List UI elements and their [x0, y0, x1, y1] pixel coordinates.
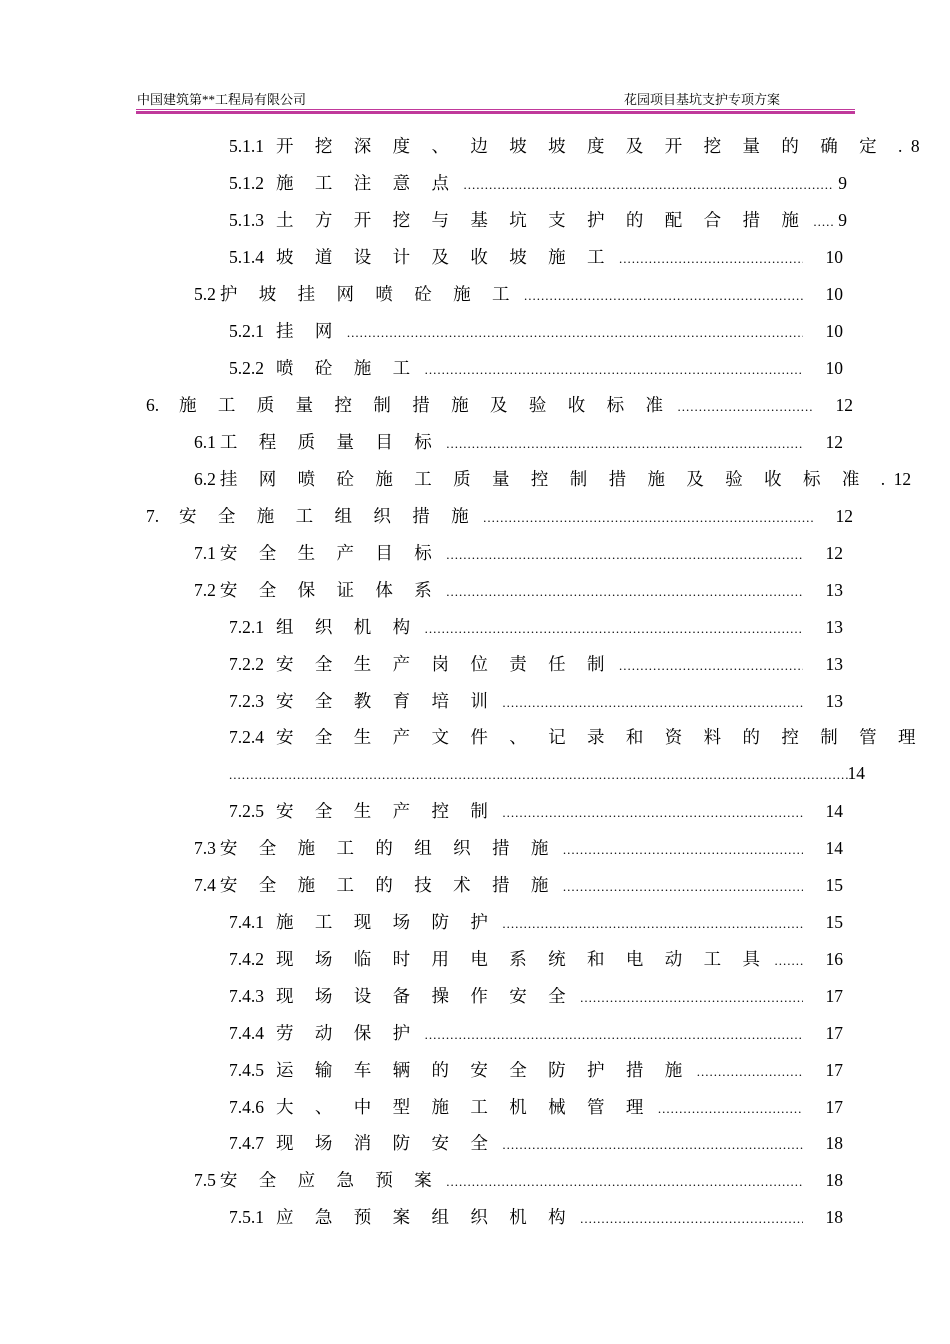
header-rule-thick	[136, 111, 855, 114]
toc-entry-page: 8	[910, 136, 920, 156]
toc-entry[interactable]	[194, 431, 843, 453]
toc-entry-title: 现 场 消 防 安 全	[276, 1133, 497, 1153]
toc-entry-number: 7.2	[194, 580, 216, 600]
toc-entry-title: 土 方 开 挖 与 基 坑 支 护 的 配 合 措 施	[276, 210, 808, 230]
toc-entry[interactable]	[229, 948, 843, 970]
toc-entry[interactable]	[229, 320, 843, 342]
toc-dot-leader	[483, 507, 813, 529]
toc-entry-page: 10	[825, 321, 843, 341]
toc-entry-page: 9	[838, 173, 847, 193]
toc-entry-number: 5.2	[194, 284, 216, 304]
toc-entry-page: 18	[825, 1170, 843, 1190]
toc-entry-page: 13	[825, 654, 843, 674]
toc-dot-leader	[446, 433, 803, 455]
toc-entry-title: 护 坡 挂 网 喷 砼 施 工	[219, 284, 518, 304]
toc-entry-title: 安 全 教 育 培 训	[276, 691, 497, 711]
toc-dot-leader	[563, 839, 803, 861]
toc-entry-title: 施 工 注 意 点	[276, 173, 458, 193]
toc-entry-number: 7.4.6	[229, 1097, 264, 1117]
toc-entry-number: 6.	[146, 395, 160, 415]
toc-dot-leader	[502, 802, 803, 824]
toc-entry-page: 14	[847, 763, 865, 783]
toc-entry[interactable]	[229, 209, 847, 231]
toc-entry-number: 7.2.2	[229, 654, 264, 674]
toc-entry-title: 施 工 现 场 防 护	[276, 912, 497, 932]
toc-entry[interactable]	[146, 505, 853, 527]
toc-entry-number: 7.3	[194, 838, 216, 858]
header-company: 中国建筑第**工程局有限公司	[137, 92, 307, 107]
toc-entry-title: 施 工 质 量 控 制 措 施 及 验 收 标 准	[179, 395, 672, 415]
toc-entry-page: 14	[825, 801, 843, 821]
toc-entry-page: 17	[825, 1097, 843, 1117]
toc-dot-leader	[813, 211, 834, 233]
toc-entry[interactable]	[229, 172, 847, 194]
header-doc-title: 花园项目基坑支护专项方案	[624, 92, 781, 107]
toc-dot-leader	[580, 1208, 803, 1230]
toc-entry-title: 挂 网 喷 砼 施 工 质 量 控 制 措 施 及 验 收 标 准 .	[219, 469, 894, 489]
toc-dot-leader	[619, 248, 803, 270]
toc-entry[interactable]	[194, 837, 843, 859]
toc-entry-number: 7.2.4	[229, 727, 264, 747]
toc-dot-leader	[775, 950, 804, 972]
toc-entry-title: 劳 动 保 护	[276, 1023, 419, 1043]
toc-dot-leader	[446, 581, 803, 603]
toc-entry-title: 安 全 施 工 的 组 织 措 施	[219, 838, 557, 858]
toc-entry-title: 开 挖 深 度 、 边 坡 坡 度 及 开 挖 量 的 确 定 .	[276, 136, 911, 156]
toc-entry-number: 5.1.3	[229, 210, 264, 230]
toc-entry-page: 12	[835, 395, 853, 415]
toc-entry[interactable]	[194, 468, 912, 490]
toc-entry-number: 6.2	[194, 469, 216, 489]
toc-entry-number: 5.1.4	[229, 247, 264, 267]
toc-dot-leader	[697, 1061, 803, 1083]
toc-entry[interactable]	[146, 394, 853, 416]
toc-dot-leader	[580, 987, 803, 1009]
toc-entry-page: 17	[825, 1060, 843, 1080]
toc-entry-title: 安 全 生 产 文 件 、 记 录 和 资 料 的 控 制 管 理	[276, 727, 924, 747]
toc-entry-title: 运 输 车 辆 的 安 全 防 护 措 施	[276, 1060, 691, 1080]
toc-entry-number: 6.1	[194, 432, 216, 452]
toc-entry-number: 5.1.2	[229, 173, 264, 193]
toc-dot-leader	[563, 876, 803, 898]
toc-entry[interactable]	[194, 1169, 843, 1191]
toc-entry-number: 7.5.1	[229, 1207, 264, 1227]
toc-entry-title: 安 全 施 工 组 织 措 施	[179, 506, 478, 526]
toc-entry-title: 安 全 应 急 预 案	[219, 1170, 441, 1190]
toc-entry-number: 7.4.2	[229, 949, 264, 969]
toc-entry-number: 7.2.3	[229, 691, 264, 711]
toc-entry[interactable]	[194, 579, 843, 601]
toc-dot-leader	[502, 913, 803, 935]
toc-entry-title: 坡 道 设 计 及 收 坡 施 工	[276, 247, 613, 267]
toc-entry-title: 现 场 临 时 用 电 系 统 和 电 动 工 具	[276, 949, 769, 969]
toc-entry-page: 18	[825, 1133, 843, 1153]
toc-entry[interactable]	[229, 690, 843, 712]
toc-entry-page: 12	[893, 469, 912, 489]
toc-entry-page: 17	[825, 1023, 843, 1043]
toc-entry-title: 工 程 质 量 目 标	[219, 432, 441, 452]
toc-dot-leader	[658, 1098, 803, 1120]
toc-entry-number: 5.2.1	[229, 321, 264, 341]
toc-entry-continuation[interactable]	[229, 763, 865, 785]
toc-dot-leader	[502, 1134, 803, 1156]
toc-entry[interactable]	[194, 283, 843, 305]
toc-entry-title: 安 全 生 产 岗 位 责 任 制	[276, 654, 613, 674]
toc-entry-page: 12	[835, 506, 853, 526]
toc-entry-number: 7.1	[194, 543, 216, 563]
toc-entry[interactable]	[229, 1206, 843, 1228]
toc-entry-number: 7.4.1	[229, 912, 264, 932]
toc-entry-page: 9	[838, 210, 847, 230]
toc-entry-page: 18	[825, 1207, 843, 1227]
toc-entry-number: 7.4.4	[229, 1023, 264, 1043]
toc-dot-leader	[678, 396, 814, 418]
toc-entry[interactable]	[229, 985, 843, 1007]
toc-entry-page: 13	[825, 580, 843, 600]
toc-entry-title: 应 急 预 案 组 织 机 构	[276, 1207, 575, 1227]
toc-entry[interactable]	[229, 1022, 843, 1044]
toc-dot-leader	[502, 692, 803, 714]
toc-entry-title: 安 全 保 证 体 系	[219, 580, 441, 600]
toc-entry-number: 7.4.3	[229, 986, 264, 1006]
toc-entry[interactable]	[229, 616, 843, 638]
toc-entry-number: 7.4.5	[229, 1060, 264, 1080]
toc-entry-number: 7.	[146, 506, 160, 526]
toc-entry-title: 大 、 中 型 施 工 机 械 管 理	[276, 1097, 652, 1117]
toc-entry-title: 挂 网	[276, 321, 341, 341]
toc-entry[interactable]	[229, 1096, 843, 1118]
toc-entry-title: 组 织 机 构	[276, 617, 419, 637]
toc-entry-page: 15	[825, 875, 843, 895]
toc-entry[interactable]	[194, 874, 843, 896]
toc-entry-title: 安 全 施 工 的 技 术 措 施	[219, 875, 557, 895]
toc-entry-page: 16	[825, 949, 843, 969]
toc-entry-page: 12	[825, 543, 843, 563]
toc-dot-leader	[446, 1171, 803, 1193]
toc-entry[interactable]	[229, 246, 843, 268]
toc-entry[interactable]	[229, 726, 924, 748]
toc-entry-page: 12	[825, 432, 843, 452]
toc-entry-page: 15	[825, 912, 843, 932]
toc-entry[interactable]	[229, 653, 843, 675]
toc-dot-leader	[619, 655, 803, 677]
toc-entry-number: 7.4.7	[229, 1133, 264, 1153]
toc-entry-page: 13	[825, 691, 843, 711]
toc-dot-leader	[425, 618, 803, 640]
toc-entry-page: 17	[825, 986, 843, 1006]
toc-entry-title: 喷 砼 施 工	[276, 358, 419, 378]
toc-dot-leader	[446, 544, 803, 566]
toc-entry-page: 10	[825, 284, 843, 304]
toc-entry[interactable]	[229, 1132, 843, 1154]
header-rule-thin	[136, 109, 855, 110]
toc-entry-number: 7.2.5	[229, 801, 264, 821]
toc-dot-leader	[524, 285, 803, 307]
toc-entry-number: 5.1.1	[229, 136, 264, 156]
toc-entry[interactable]	[229, 800, 843, 822]
toc-entry-number: 7.5	[194, 1170, 216, 1190]
toc-entry-page: 14	[825, 838, 843, 858]
toc-dot-leader	[229, 767, 848, 783]
toc-entry-page: 10	[825, 358, 843, 378]
toc-entry[interactable]	[229, 357, 843, 379]
toc-dot-leader	[464, 174, 835, 196]
toc-entry[interactable]	[229, 1059, 843, 1081]
toc-dot-leader	[425, 359, 803, 381]
toc-entry-title: 安 全 生 产 目 标	[219, 543, 441, 563]
toc-dot-leader	[425, 1024, 803, 1046]
toc-entry-page: 10	[825, 247, 843, 267]
toc-entry[interactable]	[194, 542, 843, 564]
toc-dot-leader	[347, 322, 803, 344]
toc-entry[interactable]	[229, 135, 920, 157]
toc-entry-title: 现 场 设 备 操 作 安 全	[276, 986, 575, 1006]
toc-entry-number: 7.4	[194, 875, 216, 895]
toc-entry-title: 安 全 生 产 控 制	[276, 801, 497, 821]
toc-entry[interactable]	[229, 911, 843, 933]
toc-entry-number: 7.2.1	[229, 617, 264, 637]
toc-entry-number: 5.2.2	[229, 358, 264, 378]
toc-entry-page: 13	[825, 617, 843, 637]
